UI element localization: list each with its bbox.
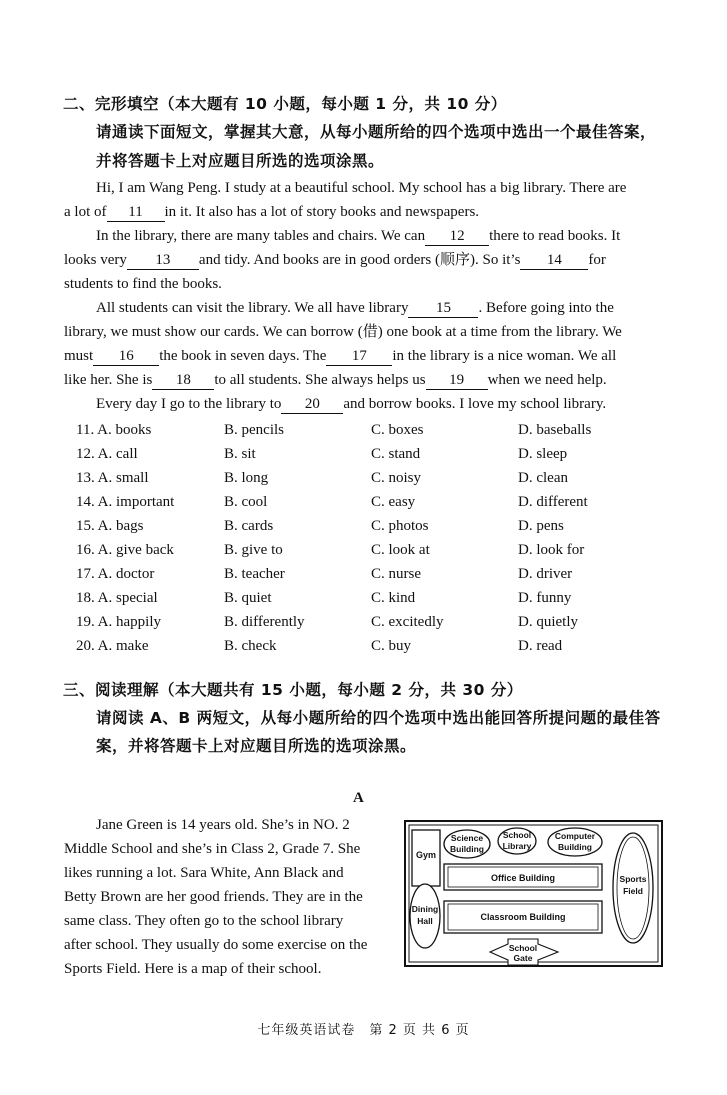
passage-line-6: All students can visit the library. We all have library 15 . Before going into the [96,300,614,316]
passage-line-8: must 16 the book in seven days. The 17 in the library is a nice woman. We all [64,348,617,364]
option-c: C. stand [371,446,421,462]
reading-a-title: A [353,790,364,806]
option-row [76,518,676,542]
section3-instruction-line1: 请阅读 A、B 两短文，从每小题所给的四个选项中选出能回答所提问题的最佳答 [96,709,661,727]
option-a: 19. A. happily [76,614,161,630]
option-a: 14. A. important [76,494,175,510]
option-d: D. different [518,494,588,510]
passage-line-7: library, we must show our cards. We can borrow (借) one book at a time from the library. We [64,324,622,340]
option-row [76,494,676,518]
option-d: D. quietly [518,614,578,630]
option-c: C. look at [371,542,430,558]
section3-heading: 三、阅读理解（本大题共有 15 小题，每小题 2 分，共 30 分） [63,681,523,699]
options-grid [76,422,676,662]
option-row [76,446,676,470]
option-a: 16. A. give back [76,542,174,558]
option-a: 15. A. bags [76,518,144,534]
option-b: B. cool [224,494,268,510]
reading-a-line: same class. They often go to the school library [64,913,344,929]
library-label-1: School [502,830,532,840]
blank-16: 16 [93,348,159,366]
gate-label-2: Gate [513,953,533,963]
option-row [76,542,676,566]
option-c: C. boxes [371,422,424,438]
reading-a-line: Jane Green is 14 years old. She’s in NO. 2 [96,817,350,833]
reading-a-line: Betty Brown are her good friends. They are in the [64,889,363,905]
option-b: B. give to [224,542,283,558]
sports-label-1: Sports [619,874,647,884]
option-d: D. funny [518,590,572,606]
blank-17: 17 [326,348,392,366]
section2-heading: 二、完形填空（本大题有 10 小题，每小题 1 分，共 10 分） [63,95,507,113]
option-row [76,566,676,590]
reading-a-line: Middle School and she’s in Class 2, Grade 7. She [64,841,361,857]
option-a: 11. A. books [76,422,152,438]
school-map [404,820,664,968]
option-c: C. noisy [371,470,422,486]
science-label-2: Building [450,844,484,854]
passage-line-10: Every day I go to the library to 20 and borrow books. I love my school library. [96,396,607,412]
option-c: C. buy [371,638,412,654]
science-label-1: Science [450,833,484,843]
blank-19: 19 [426,372,488,390]
option-row [76,422,676,446]
reading-a-text [64,813,394,981]
blank-14: 14 [520,252,588,270]
classroom-label: Classroom Building [480,912,566,922]
option-b: B. check [224,638,277,654]
gate-label-1: School [508,943,538,953]
option-d: D. sleep [518,446,568,462]
option-d: D. baseballs [518,422,592,438]
passage-line-3: In the library, there are many tables and chairs. We can 12 there to read books. It [96,228,621,244]
passage-line-1: Hi, I am Wang Peng. I study at a beautiful school. My school has a big library. There are [96,180,627,196]
office-label: Office Building [491,873,555,883]
option-b: B. teacher [224,566,285,582]
option-b: B. sit [224,446,256,462]
option-b: B. pencils [224,422,284,438]
reading-a-line: likes running a lot. Sara White, Ann Black and [64,865,344,881]
option-b: B. cards [224,518,274,534]
page-footer: 七年级英语试卷 第 2 页 共 6 页 [257,1023,470,1038]
passage-line-5: students to find the books. [64,276,222,292]
blank-12: 12 [425,228,489,246]
option-b: B. long [224,470,269,486]
blank-20: 20 [281,396,343,414]
option-c: C. nurse [371,566,421,582]
option-d: D. look for [518,542,585,558]
option-d: D. read [518,638,563,654]
option-a: 12. A. call [76,446,138,462]
dining-label-1: Dining [411,904,439,914]
blank-13: 13 [127,252,199,270]
option-a: 20. A. make [76,638,149,654]
passage-line-4: looks very 13 and tidy. And books are in good orders (顺序). So it’s 14 for [64,252,606,268]
sports-label-2: Field [623,886,643,896]
option-d: D. driver [518,566,573,582]
option-b: B. quiet [224,590,272,606]
library-label-2: Library [502,841,532,851]
blank-18: 18 [152,372,214,390]
reading-a-line: after school. They usually do some exercise on the [64,937,368,953]
option-c: C. kind [371,590,416,606]
option-row [76,638,676,662]
option-c: C. photos [371,518,429,534]
option-a: 18. A. special [76,590,158,606]
option-d: D. pens [518,518,564,534]
option-a: 13. A. small [76,470,149,486]
option-row [76,614,676,638]
option-c: C. easy [371,494,416,510]
computer-label-1: Computer [554,831,596,841]
blank-11: 11 [107,204,165,222]
passage-line-2: a lot of 11 in it. It also has a lot of story books and newspapers. [64,204,480,220]
section2-instruction-line1: 请通读下面短文，掌握其大意，从每小题所给的四个选项中选出一个最佳答案， [96,123,657,141]
option-a: 17. A. doctor [76,566,155,582]
option-c: C. excitedly [371,614,444,630]
option-d: D. clean [518,470,568,486]
option-row [76,470,676,494]
reading-a-line: Sports Field. Here is a map of their school. [64,961,322,977]
passage-line-9: like her. She is 18 to all students. She always helps us 19 when we need help. [64,372,607,388]
section3-instruction-line2: 案，并将答题卡上对应题目所选的选项涂黑。 [96,737,417,755]
computer-label-2: Building [558,842,592,852]
gym-label: Gym [415,850,437,860]
option-row [76,590,676,614]
blank-15: 15 [408,300,478,318]
section2-instruction-line2: 并将答题卡上对应题目所选的选项涂黑。 [96,152,385,170]
dining-label-2: Hall [417,916,433,926]
option-b: B. differently [224,614,305,630]
